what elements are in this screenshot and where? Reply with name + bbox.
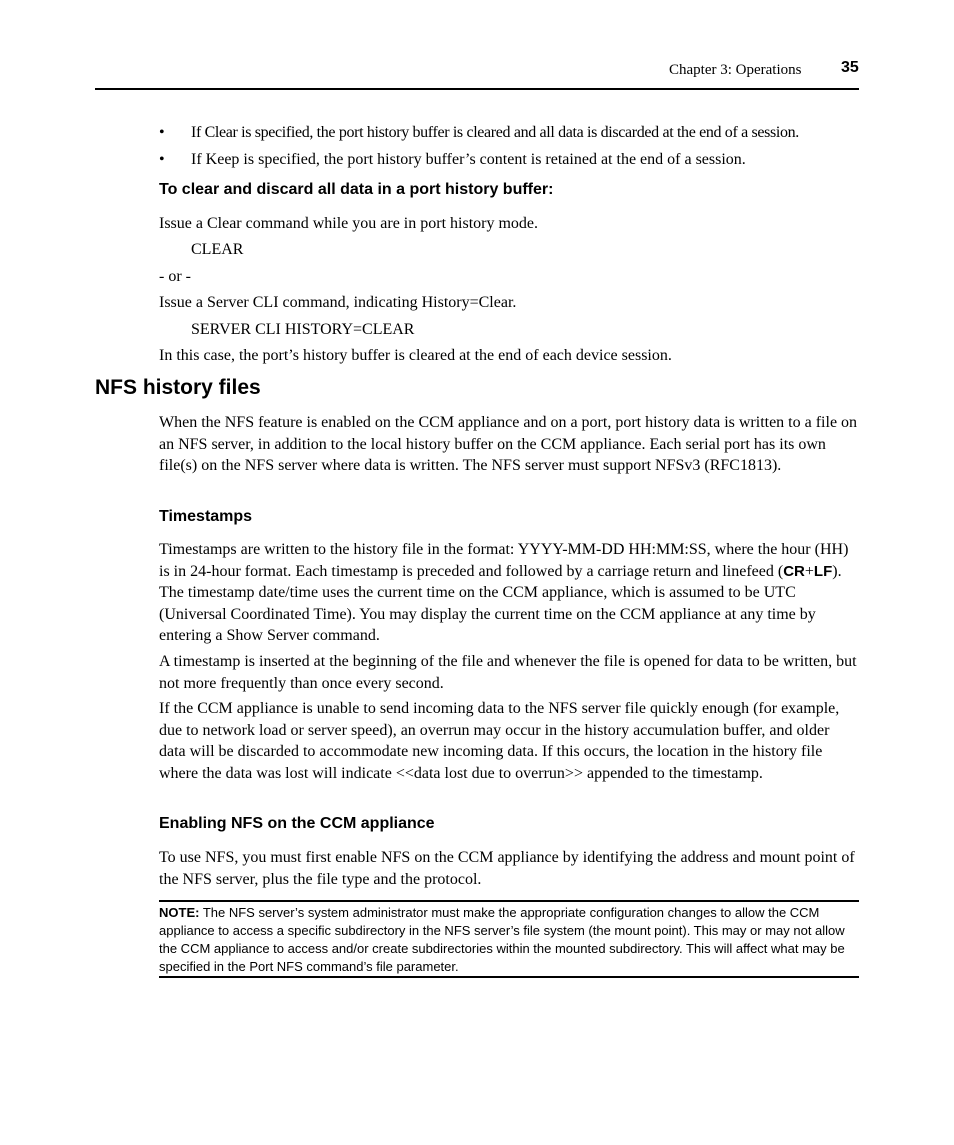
timestamps-text-before: Timestamps are written to the history file in the format: YYYY-MM-DD HH:MM:SS, where the hour (HH) is in 24-hour format. Each timestamp is preceded and followed by a carriage return and linefeed ( [159, 541, 849, 580]
bullet-symbol: • [159, 151, 165, 168]
plus-sign: + [804, 562, 814, 580]
timestamps-text-after: ). The timestamp date/time uses the current time on the CCM appliance, which is assumed to be UTC (Universal Coordinated Time). You may display the current time on the CCM appliance at any time by entering a Show Server command. [159, 562, 842, 644]
command-server-cli: SERVER CLI HISTORY=CLEAR [191, 321, 415, 338]
note-box [159, 904, 859, 976]
header-rule [95, 88, 859, 90]
timestamps-paragraph-2: A timestamp is inserted at the beginning of the file and whenever the file is opened for data to be written, but not more frequently than once every second. [159, 653, 857, 692]
bullet-item-clear: If Clear is specified, the port history buffer is cleared and all data is discarded at the end of a session. [191, 124, 799, 141]
page-number: 35 [841, 59, 859, 76]
nfs-intro-paragraph: When the NFS feature is enabled on the CCM appliance and on a port, port history data is written to a file on an NFS server, in addition to the local history buffer on the CCM appliance. Each serial port has its own file(s) on the NFS server where data is written. The NFS server must support NFSv3 (RFC1813). [159, 414, 858, 474]
timestamps-paragraph-1 [159, 539, 859, 647]
note-label: NOTE: [159, 905, 200, 920]
enabling-nfs-heading: Enabling NFS on the CCM appliance [159, 815, 435, 832]
cr-key: CR [783, 562, 805, 580]
running-header-chapter: Chapter 3: Operations [669, 62, 802, 78]
note-top-rule [159, 900, 859, 902]
note-text: The NFS server’s system administrator must make the appropriate configuration changes to allow the CCM appliance to access a specific subdirectory in the NFS server’s file system (the mount point). This may or may not allow the CCM appliance to access and/or create subdirectories within the mounted subdirectory. This will affect what may be specified in the Port NFS command’s file parameter. [159, 905, 845, 974]
bullet-symbol: • [159, 124, 165, 141]
procedure-step-2: Issue a Server CLI command, indicating History=Clear. [159, 294, 517, 311]
note-bottom-rule [159, 976, 859, 978]
bullet-item-keep: If Keep is specified, the port history buffer’s content is retained at the end of a session. [191, 151, 746, 168]
procedure-step-1: Issue a Clear command while you are in port history mode. [159, 215, 539, 232]
lf-key: LF [813, 562, 833, 580]
enabling-nfs-paragraph: To use NFS, you must first enable NFS on the CCM appliance by identifying the address and mount point of the NFS server, plus the file type and the protocol. [159, 849, 855, 888]
procedure-result: In this case, the port’s history buffer is cleared at the end of each device session. [159, 347, 672, 364]
command-clear: CLEAR [191, 241, 244, 258]
timestamps-paragraph-3: If the CCM appliance is unable to send incoming data to the NFS server file quickly enough (for example, due to network load or server speed), an overrun may occur in the history accumulation buffer, and older data will be discarded to accommodate new incoming data. If this occurs, the location in the history file where the data was lost will indicate <<data lost due to overrun>> appended to the timestamp. [159, 700, 840, 782]
procedure-heading: To clear and discard all data in a port history buffer: [159, 181, 554, 198]
or-separator: - or - [159, 268, 191, 285]
section-title: NFS history files [95, 376, 261, 399]
timestamps-heading: Timestamps [159, 508, 253, 525]
